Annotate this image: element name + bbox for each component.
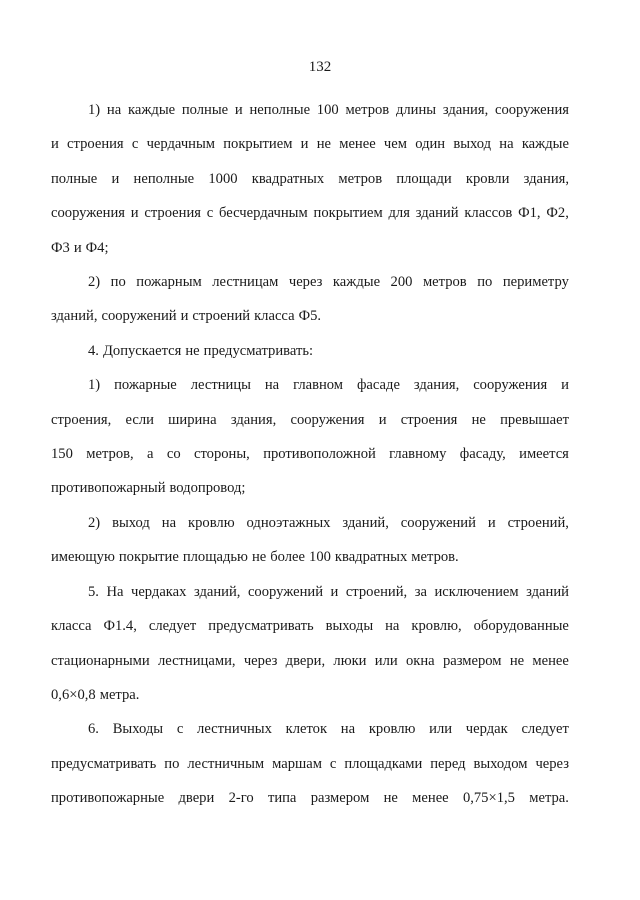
text-line: и строения с чердачным покрытием и не менее чем один выход на каждые	[51, 136, 569, 153]
paragraph	[51, 712, 569, 815]
page-number: 132	[308, 59, 332, 75]
text-line: стационарными лестницами, через двери, люки или окна размером не менее	[51, 652, 569, 669]
text-line: полные и неполные 1000 квадратных метров площади кровли здания,	[51, 170, 569, 187]
paragraph	[51, 265, 569, 334]
document-body	[51, 93, 569, 816]
text-line: 0,6×0,8 метра.	[51, 686, 140, 703]
text-line: 1) пожарные лестницы на главном фасаде здания, сооружения и	[88, 377, 569, 394]
text-line: 1) на каждые полные и неполные 100 метров длины здания, сооружения	[88, 102, 569, 118]
text-line: 4. Допускается не предусматривать:	[88, 342, 314, 359]
text-line: строения, если ширина здания, сооружения и строения не превышает	[51, 411, 569, 428]
paragraph	[51, 506, 569, 575]
text-line: зданий, сооружений и строений класса Ф5.	[51, 308, 322, 325]
text-line: противопожарный водопровод;	[51, 480, 246, 497]
text-line: 150 метров, а со стороны, противоположной главному фасаду, имеется	[51, 446, 569, 463]
text-line: 2) выход на кровлю одноэтажных зданий, сооружений и строений,	[88, 514, 569, 531]
text-line: сооружения и строения с бесчердачным покрытием для зданий классов Ф1, Ф2,	[51, 205, 569, 222]
paragraph	[51, 334, 569, 368]
text-line: 2) по пожарным лестницам через каждые 200 метров по периметру	[88, 274, 569, 291]
text-line: 5. На чердаках зданий, сооружений и строений, за исключением зданий	[88, 583, 569, 600]
paragraph	[51, 575, 569, 713]
text-line: имеющую покрытие площадью не более 100 квадратных метров.	[51, 549, 459, 566]
text-line: 6. Выходы с лестничных клеток на кровлю или чердак следует	[88, 721, 569, 738]
paragraph	[51, 368, 569, 506]
paragraph	[51, 93, 569, 265]
text-line: предусматривать по лестничным маршам с площадками перед выходом через	[51, 755, 569, 772]
text-line: Ф3 и Ф4;	[51, 239, 109, 256]
text-line: класса Ф1.4, следует предусматривать выходы на кровлю, оборудованные	[51, 618, 569, 635]
text-line: противопожарные двери 2-го типа размером не менее 0,75×1,5 метра.	[51, 790, 569, 807]
